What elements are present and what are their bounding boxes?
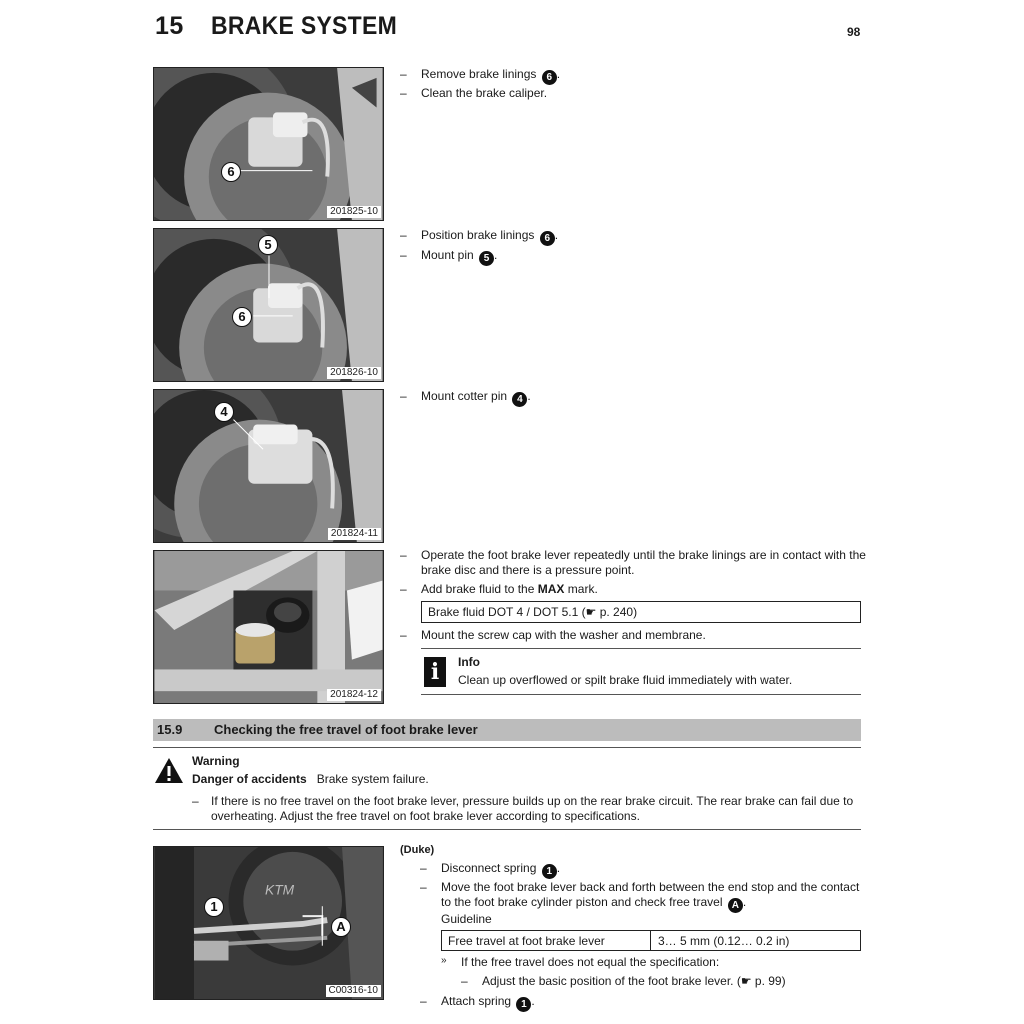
ref-badge-A: A [728, 898, 743, 913]
step-disconnect-spring: – Disconnect spring 1 . [420, 861, 561, 877]
table-cell-value: 3… 5 mm (0.12… 0.2 in) [658, 934, 790, 948]
step-add-brake-fluid: – Add brake fluid to the MAX mark. [400, 582, 598, 596]
photo-brake-caliper-1 [153, 67, 384, 221]
callout-4: 4 [214, 402, 234, 422]
brake-caliper-illustration [154, 68, 383, 220]
info-note [421, 648, 861, 695]
info-title: Info [458, 655, 480, 669]
step-mount-pin: – Mount pin 5 . [400, 248, 498, 264]
warning-subtitle: Danger of accidents Brake system failure. [192, 772, 429, 786]
guideline-label: Guideline [441, 912, 492, 926]
callout-6: 6 [232, 307, 252, 327]
step-attach-spring: – Attach spring 1 . [420, 994, 535, 1010]
photo-foot-brake-lever [153, 846, 384, 1000]
divider [153, 829, 861, 830]
ref-badge-5: 5 [479, 251, 494, 266]
brake-fluid-spec-box: Brake fluid DOT 4 / DOT 5.1 (☛ p. 240) [421, 601, 861, 623]
section-title: Checking the free travel of foot brake lever [214, 722, 478, 737]
info-text: Clean up overflowed or spilt brake fluid immediately with water. [458, 673, 793, 687]
callout-1: 1 [204, 897, 224, 917]
info-icon: i [424, 657, 446, 687]
figure-code: C00316-10 [326, 985, 381, 997]
divider [153, 747, 861, 748]
callout-6: 6 [221, 162, 241, 182]
variant-label: (Duke) [400, 844, 435, 856]
svg-text:KTM: KTM [265, 881, 295, 898]
step-check-free-travel: – Move the foot brake lever back and forth between the end stop and the contact to the foot brake cylinder piston and check free travel A . [420, 880, 860, 911]
ref-badge-4: 4 [512, 392, 527, 407]
condition-item: » If the free travel does not equal the specification: [441, 955, 720, 969]
callout-5: 5 [258, 235, 278, 255]
step-position-linings: – Position brake linings 6 . [400, 228, 559, 244]
figure-code: 201824-12 [327, 689, 381, 701]
page-number: 98 [847, 25, 861, 39]
figure-code: 201826-10 [327, 367, 381, 379]
ref-badge-1: 1 [542, 864, 557, 879]
figure-code: 201825-10 [327, 206, 381, 218]
table-cell-label: Free travel at foot brake lever [448, 934, 605, 948]
photo-brake-caliper-3 [153, 389, 384, 543]
photo-brake-fluid-reservoir [153, 550, 384, 704]
step-clean-caliper: – Clean the brake caliper. [400, 86, 548, 100]
chapter-number: 15 [155, 12, 184, 40]
step-adjust-lever: – Adjust the basic position of the foot brake lever. (☛ p. 99) [461, 974, 786, 988]
brake-fluid-reservoir-illustration [154, 551, 383, 703]
warning-title: Warning [192, 754, 240, 768]
chapter-title: BRAKE SYSTEM [211, 12, 398, 40]
brake-caliper-illustration [154, 390, 383, 542]
ref-badge-1: 1 [516, 997, 531, 1012]
warning-item: – If there is no free travel on the foot brake lever, pressure builds up on the rear brake circuit. The rear brake can fail due to overheating. Adjust the free travel on foot brake lever according to specifications. [192, 794, 854, 823]
ref-badge-6: 6 [540, 231, 555, 246]
photo-brake-caliper-2 [153, 228, 384, 382]
callout-A: A [331, 917, 351, 937]
section-number: 15.9 [157, 722, 183, 737]
step-operate-lever: – Operate the foot brake lever repeatedly until the brake linings are in contact with the brake disc and there is a pressure point. [400, 548, 866, 577]
step-mount-screw-cap: – Mount the screw cap with the washer and membrane. [400, 628, 706, 642]
step-remove-linings: – Remove brake linings 6 . [400, 67, 561, 83]
warning-triangle-icon [154, 757, 184, 784]
ref-badge-6: 6 [542, 70, 557, 85]
figure-code: 201824-11 [328, 528, 381, 540]
section-header [153, 719, 861, 741]
free-travel-spec-table [441, 930, 861, 951]
step-mount-cotter-pin: – Mount cotter pin 4 . [400, 389, 531, 405]
